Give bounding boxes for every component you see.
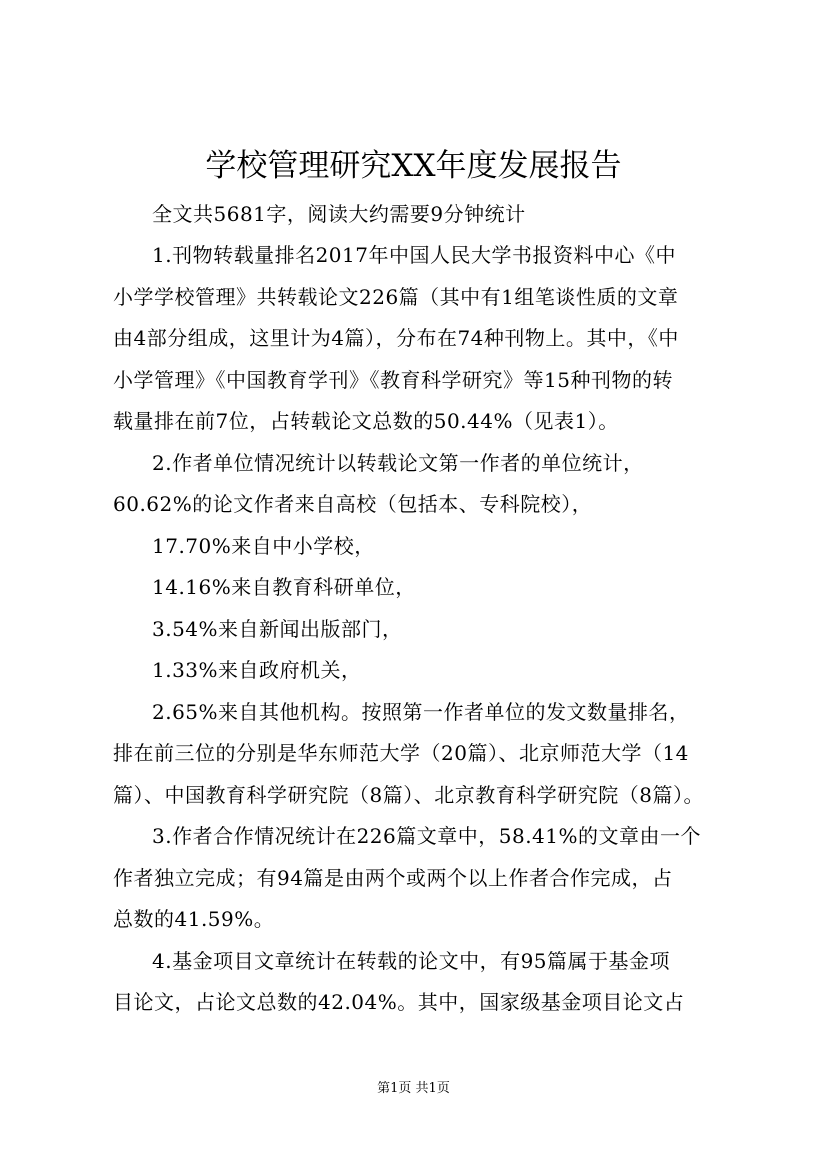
- paragraph-line: 由4部分组成，这里计为4篇），分布在74种刊物上。其中，《中: [113, 326, 679, 350]
- paragraph-line: 小学学校管理》共转载论文226篇（其中有1组笔谈性质的文章: [113, 285, 679, 309]
- paragraph-line: 载量排在前7位，占转载论文总数的50.44%（见表1）。: [113, 409, 619, 433]
- reading-time-line: 全文共5681字，阅读大约需要9分钟统计: [152, 202, 526, 226]
- paragraph-line: 14.16%来自教育科研单位，: [152, 575, 416, 599]
- paragraph-line: 4.基金项目文章统计在转载的论文中，有95篇属于基金项: [152, 949, 671, 973]
- paragraph-line: 17.70%来自中小学校，: [152, 534, 375, 558]
- paragraph-line: 3.作者合作情况统计在226篇文章中，58.41%的文章由一个: [152, 824, 702, 848]
- document-title: 学校管理研究XX年度发展报告: [205, 148, 622, 184]
- paragraph-line: 3.54%来自新闻出版部门，: [152, 617, 403, 641]
- page-footer: 第1页 共1页: [377, 1081, 450, 1096]
- paragraph-line: 2.65%来自其他机构。按照第一作者单位的发文数量排名，: [152, 700, 690, 724]
- paragraph-line: 60.62%的论文作者来自高校（包括本、专科院校），: [113, 492, 593, 516]
- paragraph-line: 作者独立完成；有94篇是由两个或两个以上作者合作完成，占: [113, 866, 673, 890]
- paragraph-line: 2.作者单位情况统计以转载论文第一作者的单位统计，: [152, 451, 644, 475]
- paragraph-line: 小学管理》《中国教育学刊》《教育科学研究》等15种刊物的转: [113, 368, 673, 392]
- paragraph-line: 目论文，占论文总数的42.04%。其中，国家级基金项目论文占: [113, 990, 685, 1014]
- paragraph-line: 1.33%来自政府机关，: [152, 658, 362, 682]
- paragraph-line: 排在前三位的分别是华东师范大学（20篇）、北京师范大学（14: [113, 741, 689, 765]
- paragraph-line: 篇）、中国教育科学研究院（8篇）、北京教育科学研究院（8篇）。: [113, 783, 704, 807]
- paragraph-line: 1.刊物转载量排名2017年中国人民大学书报资料中心《中: [152, 243, 676, 267]
- paragraph-line: 总数的41.59%。: [113, 907, 275, 931]
